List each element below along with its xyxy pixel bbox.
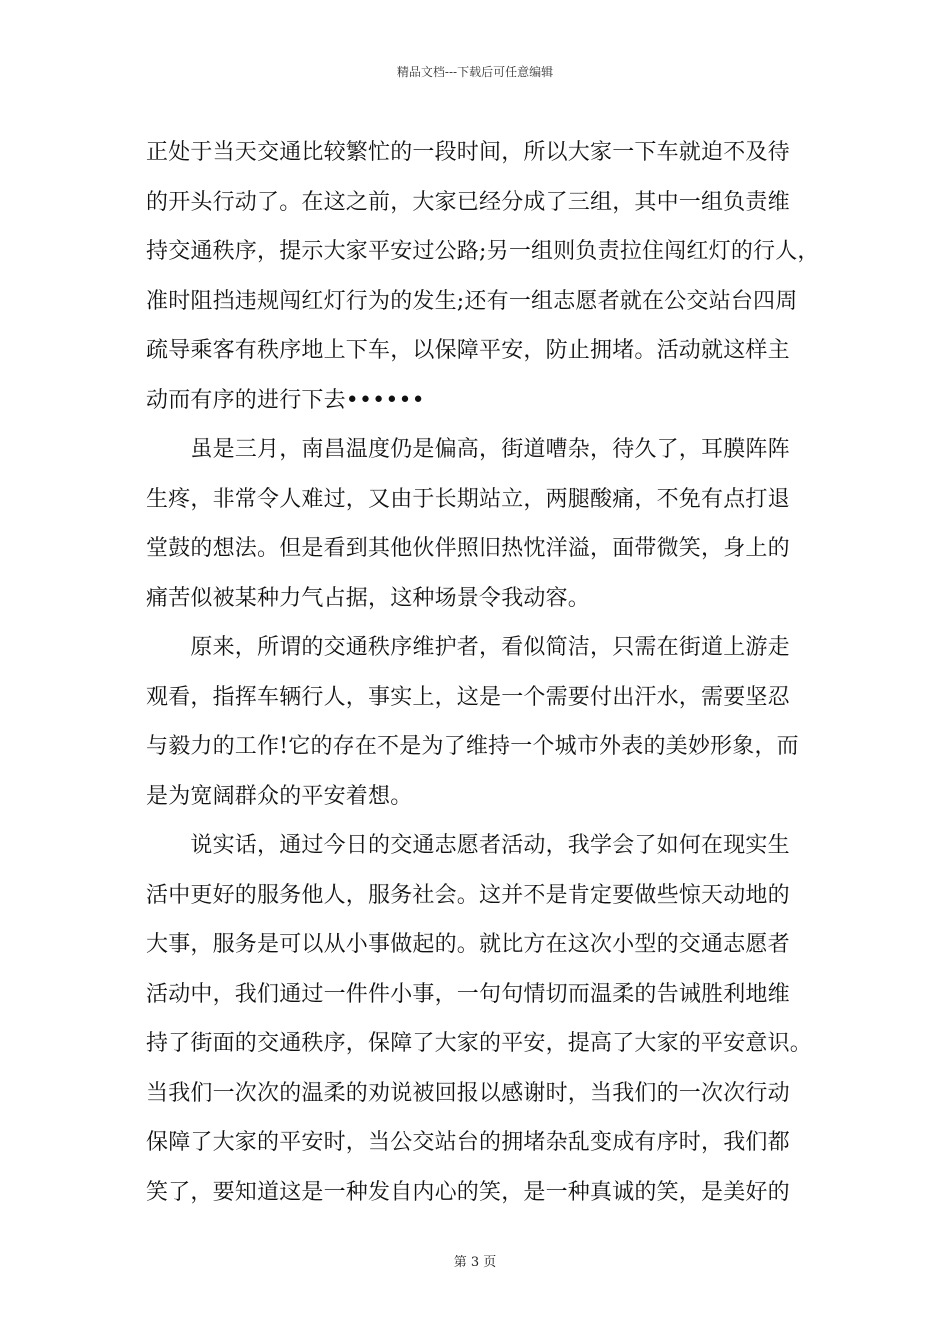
text-line: 持交通秩序，提示大家平安过公路;另一组则负责拉住闯红灯的行人， <box>146 239 820 264</box>
text-line: 是为宽阔群众的平安着想。 <box>146 783 413 809</box>
text-line: 准时阻挡违规闯红灯行为的发生;还有一组志愿者就在公交站台四周 <box>146 288 798 314</box>
page-header: 精品文档---下载后可任意编辑 <box>396 65 554 79</box>
text-line: 观看，指挥车辆行人，事实上，这是一个需要付出汗水，需要坚忍 <box>146 684 790 710</box>
text-line: 生疼，非常令人难过，又由于长期站立，两腿酸痛，不免有点打退 <box>146 486 790 512</box>
text-line: 痛苦似被某种力气占据，这种场景令我动容。 <box>146 585 591 611</box>
text-line: 虽是三月，南昌温度仍是偏高，街道嘈杂，待久了，耳膜阵阵 <box>146 437 790 462</box>
document-body <box>146 128 820 1217</box>
text-line: 持了街面的交通秩序，保障了大家的平安，提高了大家的平安意识。 <box>146 1031 813 1056</box>
text-line: 正处于当天交通比较繁忙的一段时间，所以大家一下车就迫不及待 <box>146 140 790 165</box>
text-line: 活动中，我们通过一件件小事，一句句情切而温柔的告诫胜利地维 <box>146 981 790 1007</box>
text-line: 保障了大家的平安时，当公交站台的拥堵杂乱变成有序时，我们都 <box>146 1130 790 1155</box>
text-line: 当我们一次次的温柔的劝说被回报以感谢时，当我们的一次次行动 <box>146 1080 790 1106</box>
text-line: 笑了，要知道这是一种发自内心的笑，是一种真诚的笑，是美好的 <box>146 1179 790 1205</box>
text-line: 堂鼓的想法。但是看到其他伙伴照旧热忱洋溢，面带微笑，身上的 <box>146 536 790 561</box>
page-number: 第 3 页 <box>453 1255 497 1270</box>
text-line: 说实话，通过今日的交通志愿者活动，我学会了如何在现实生 <box>146 833 790 858</box>
text-line: 疏导乘客有秩序地上下车，以保障平安，防止拥堵。活动就这样主 <box>146 338 790 363</box>
text-line: 大事，服务是可以从小事做起的。就比方在这次小型的交通志愿者 <box>146 932 790 957</box>
text-line: 的开头行动了。在这之前，大家已经分成了三组，其中一组负责维 <box>146 189 790 215</box>
text-line: 与毅力的工作!它的存在不是为了维持一个城市外表的美妙形象，而 <box>146 734 799 759</box>
text-line: 原来，所谓的交通秩序维护者，看似简洁，只需在街道上游走 <box>146 635 790 660</box>
text-line: 动而有序的进行下去•••••• <box>146 387 425 413</box>
text-line: 活中更好的服务他人，服务社会。这并不是肯定要做些惊天动地的 <box>146 882 790 908</box>
